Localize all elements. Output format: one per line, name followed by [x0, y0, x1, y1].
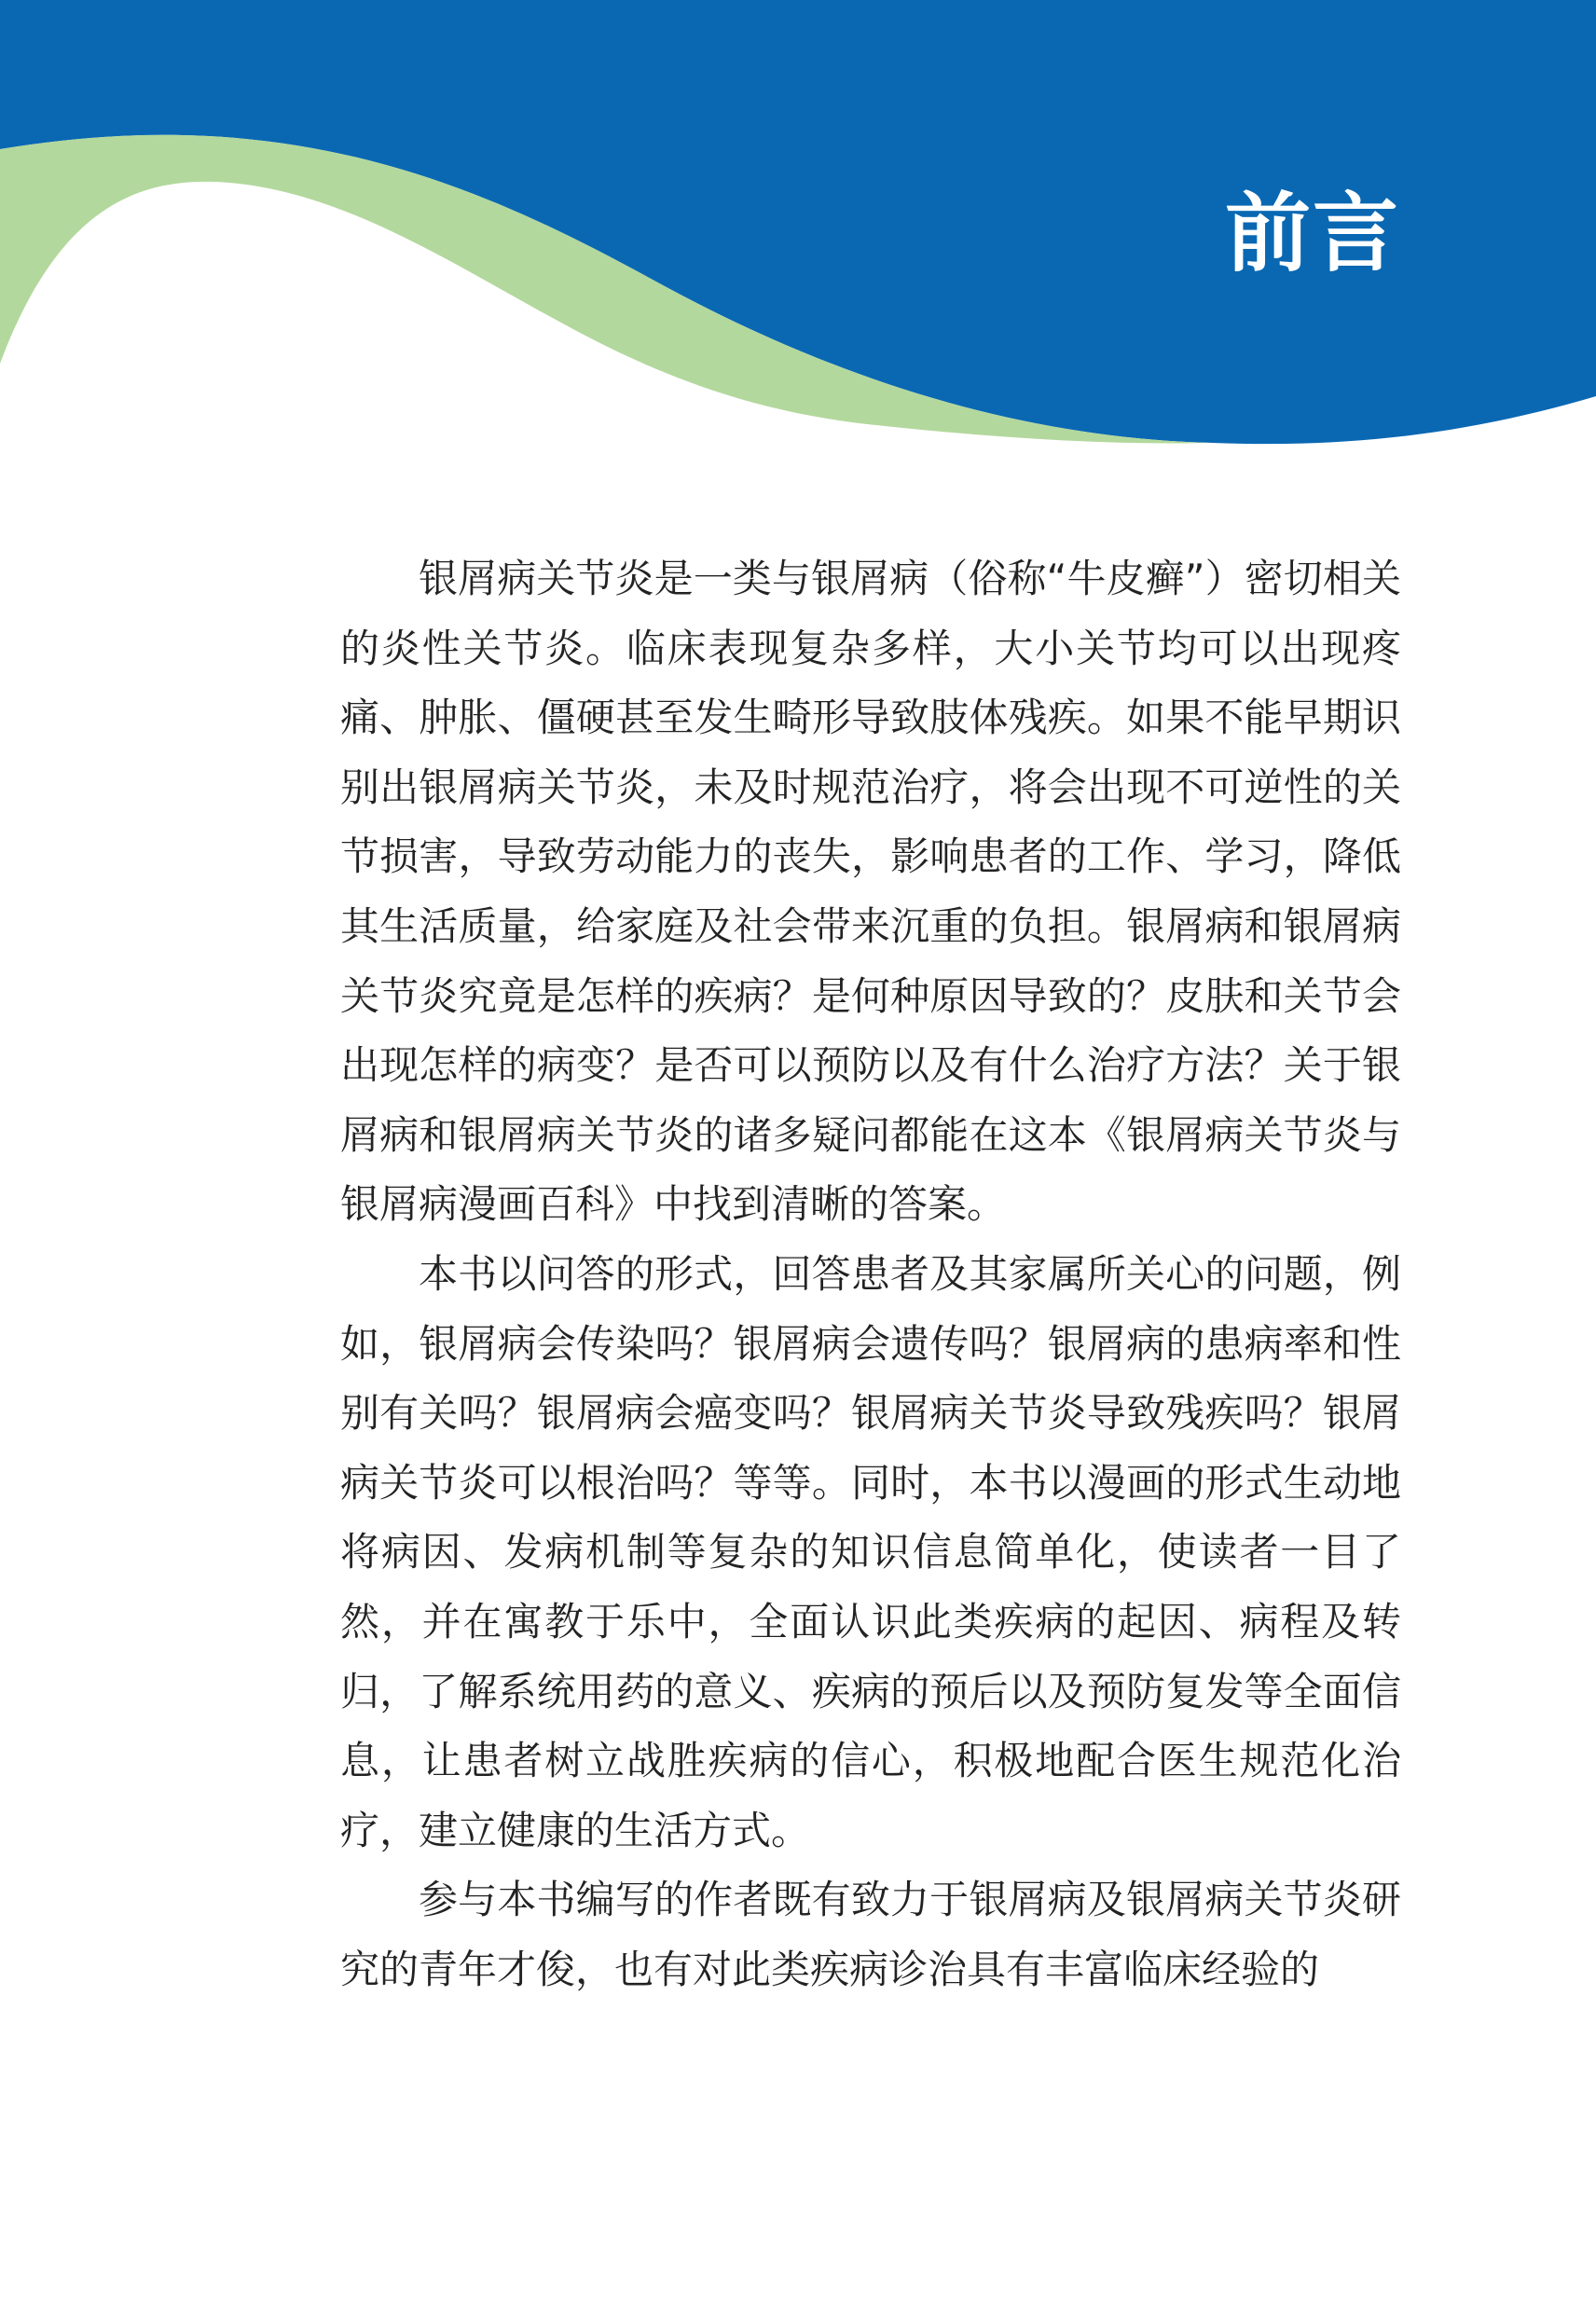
paragraph-3: 参与本书编写的作者既有致力于银屑病及银屑病关节炎研究的青年才俊，也有对此类疾病诊治具有丰富临床经验的: [340, 1877, 1401, 1992]
page-title: 前言: [1224, 184, 1400, 283]
paragraph-1: 银屑病关节炎是一类与银屑病（俗称“牛皮癣”）密切相关的炎性关节炎。临床表现复杂多样，大小关节均可以出现疼痛、肿胀、僵硬甚至发生畸形导致肢体残疾。如果不能早期识别出银屑病关节炎，未及时规范治疗，将会出现不可逆性的关节损害，导致劳动能力的丧失，影响患者的工作、学习，降低其生活质量，给家庭及社会带来沉重的负担。银屑病和银屑病关节炎究竟是怎样的疾病？是何种原因导致的？皮肤和关节会出现怎样的病变？是否可以预防以及有什么治疗方法？关于银屑病和银屑病关节炎的诸多疑问都能在这本《银屑病关节炎与银屑病漫画百科》中找到清晰的答案。: [340, 556, 1401, 1228]
paragraph-2: 本书以问答的形式，回答患者及其家属所关心的问题，例如，银屑病会传染吗？银屑病会遗传吗？银屑病的患病率和性别有关吗？银屑病会癌变吗？银屑病关节炎导致残疾吗？银屑病关节炎可以根治吗？等等。同时，本书以漫画的形式生动地将病因、发病机制等复杂的知识信息简单化，使读者一目了然，并在寓教于乐中，全面认识此类疾病的起因、病程及转归，了解系统用药的意义、疾病的预后以及预防复发等全面信息，让患者树立战胜疾病的信心，积极地配合医生规范化治疗，建立健康的生活方式。: [340, 1250, 1401, 1853]
body-text: [340, 544, 1401, 2004]
